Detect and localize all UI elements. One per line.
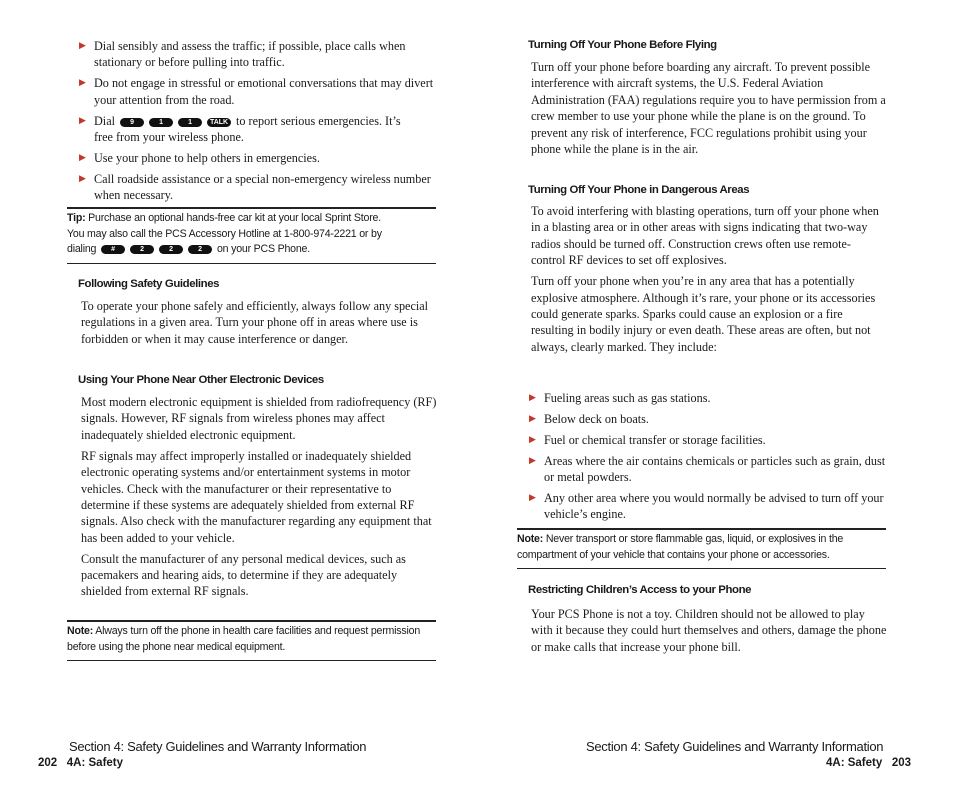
key-pound-icon: #: [101, 245, 125, 254]
list-item: [78, 75, 436, 108]
page-number: 203: [891, 757, 912, 769]
footer-section: 4A: Safety: [826, 757, 883, 769]
list-item: [528, 432, 886, 448]
list-item-text: Fuel or chemical transfer or storage facilities.: [544, 432, 766, 447]
note-label: Note:: [67, 625, 94, 637]
section-heading: Turning Off Your Phone Before Flying: [528, 39, 717, 51]
list-item: [528, 411, 886, 427]
list-item: [528, 490, 886, 523]
left-bullet-list: [78, 38, 436, 208]
bullet-arrow-icon: ▶: [79, 78, 86, 89]
section-heading: Restricting Children’s Access to your Phone: [528, 584, 752, 596]
list-item-text: Below deck on boats.: [544, 411, 649, 426]
paragraph: To operate your phone safely and efficiently, always follow any special regulations in a given area. Turn your phone off in areas where use is forbidden or when it may cause interference or danger.: [81, 299, 429, 346]
key-talk-icon: TALK: [207, 118, 231, 127]
list-item: [528, 390, 886, 406]
list-item-text: Areas where the air contains chemicals or particles such as grain, dust or metal powders.: [544, 453, 886, 485]
section-body: [531, 203, 885, 360]
footer-section-title: Section 4: Safety Guidelines and Warranty Information: [586, 739, 884, 754]
list-item-text: Call roadside assistance or a special non-emergency wireless number when necessary.: [94, 171, 431, 203]
paragraph: Turn off your phone before boarding any aircraft. To prevent possible interference with aircraft systems, the U.S. Federal Aviation Administration (FAA) regulations require you to have permission from a crew member to use your phone while the plane is on the ground. To prevent any risk of interference, FCC regulations prohibit using your phone while the plane is in the air.: [531, 60, 886, 157]
key-2-icon: 2: [130, 245, 154, 254]
list-item-text: Any other area where you would normally be advised to turn off your vehicle’s engine.: [544, 491, 884, 522]
key-9-icon: 9: [120, 118, 144, 127]
bullet-arrow-icon: ▶: [79, 41, 86, 51]
footer-page-info: [826, 757, 911, 769]
bullet-arrow-icon: ▶: [529, 434, 536, 445]
note-box: [517, 528, 886, 569]
list-item-text: Do not engage in stressful or emotional conversations that may divert your attention from the road.: [94, 76, 434, 107]
section-heading: Turning Off Your Phone in Dangerous Areas: [528, 184, 750, 196]
footer-section-title: Section 4: Safety Guidelines and Warranty Information: [69, 739, 367, 754]
key-2-icon: 2: [188, 245, 212, 254]
tip-line3: [67, 242, 436, 258]
note-text: Never transport or store flammable gas, liquid, or explosives in the compartment of your vehicle that contains your phone or accessories.: [517, 533, 844, 561]
paragraph: To avoid interfering with blasting operations, turn off your phone when in a blasting area or in other areas with signs indicating that two-way radios should be turned off. Construction crews often use remote-control RF devices to set off explosives.: [531, 204, 879, 268]
tip-text-line2: You may also call the PCS Accessory Hotline at 1-800-974-2221 or by: [67, 227, 382, 240]
paragraph: Turn off your phone when you’re in any area that has a potentially explosive atmosphere. Although it’s rare, your phone or its accessories could generate sparks. Sparks could cause an explosion or a fire resulting in bodily injury or even death. These areas are often, but not always, clearly marked. They include:: [531, 274, 876, 354]
bullet-arrow-icon: ▶: [529, 413, 536, 424]
section-body: [81, 394, 437, 604]
paragraph: Most modern electronic equipment is shielded from radiofrequency (RF) signals. However, RF signals from wireless phones may affect inadequately shielded electronic equipment.: [81, 395, 437, 442]
list-item-text: Fueling areas such as gas stations.: [544, 391, 711, 405]
section-body: [531, 59, 887, 162]
list-item-text: Use your phone to help others in emergencies.: [94, 150, 320, 165]
paragraph: RF signals may affect improperly installed or inadequately shielded electronic operating systems and/or entertainment systems in motor vehicles. Check with the manufacturer or their representative to determine if these systems are adequately shielded from external RF signals. Also check with the manufacturer regarding any equipment that has been added to your vehicle.: [81, 448, 432, 545]
key-1-icon: 1: [178, 118, 202, 127]
bullet-arrow-icon: ▶: [529, 455, 536, 466]
dial-prefix: Dial: [94, 113, 115, 128]
right-bullet-list: [528, 390, 886, 527]
paragraph: Your PCS Phone is not a toy. Children should not be allowed to play with it because they could hurt themselves and others, damage the phone or make calls that increase your phone bill.: [531, 607, 887, 654]
tip-text-line1: Purchase an optional hands-free car kit at your local Sprint Store.: [88, 212, 381, 224]
list-item: [78, 150, 436, 166]
bullet-arrow-icon: ▶: [529, 493, 536, 504]
list-item: [78, 38, 436, 71]
note-text: Always turn off the phone in health care facilities and request permission before using the phone near medical equipment.: [67, 625, 421, 653]
section-heading: Following Safety Guidelines: [78, 278, 220, 290]
list-item-text: Dial sensibly and assess the traffic; if possible, place calls when stationary or before pulling into traffic.: [94, 39, 406, 70]
section-body: [81, 298, 433, 352]
dial-suffix-line2: free from your wireless phone.: [94, 130, 244, 145]
tip-box: [67, 207, 436, 264]
tip-line1: [67, 211, 436, 227]
bullet-arrow-icon: ▶: [529, 393, 536, 403]
note-label: Note:: [517, 533, 544, 545]
list-item: [528, 453, 886, 486]
bullet-arrow-icon: ▶: [79, 152, 86, 163]
section-heading: Using Your Phone Near Other Electronic Devices: [78, 374, 324, 386]
footer-page-info: [38, 757, 123, 769]
tip-suffix: on your PCS Phone.: [216, 243, 310, 255]
footer-section: 4A: Safety: [66, 757, 124, 769]
note-box: [67, 620, 436, 661]
tip-label: Tip:: [67, 212, 86, 224]
key-2-icon: 2: [159, 245, 183, 254]
paragraph: Consult the manufacturer of any personal medical devices, such as pacemakers and hearing aids, to determine if they are adequately shielded from external RF signals.: [81, 551, 406, 599]
tip-dialing: dialing: [67, 243, 97, 255]
key-1-icon: 1: [149, 118, 173, 127]
page-number: 202: [38, 757, 58, 769]
bullet-arrow-icon: ▶: [79, 115, 86, 126]
list-item-dial: [78, 113, 436, 146]
dial-suffix-line1: to report serious emergencies. It’s: [236, 113, 401, 128]
list-item: [78, 171, 436, 204]
bullet-arrow-icon: ▶: [79, 173, 86, 184]
section-body: [531, 606, 887, 660]
